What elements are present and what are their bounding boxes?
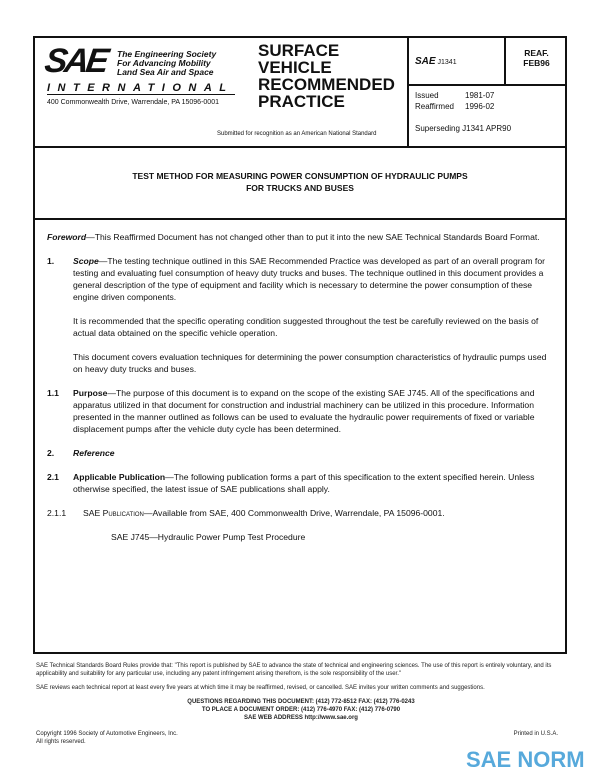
sae-small-logo: SAE (415, 56, 436, 67)
section-1-1 (47, 387, 557, 435)
document-type (258, 42, 395, 110)
policy-note: SAE Technical Standards Board Rules provide that: "This report is published by SAE to advance the state of technical and engineering sciences. The use of this report is entirely voluntary, and its applicability and suitability for any particular use, including any patent infringement arising therefrom, is the sole responsibility of the user." (36, 663, 552, 677)
foreword (47, 231, 557, 243)
section-label: Purpose (73, 388, 108, 398)
watermark-text: SAE NORM (466, 747, 585, 772)
section-text: —Available from SAE, 400 Commonwealth Drive, Warrendale, PA 15096-0001. (143, 508, 445, 518)
title-line: FOR TRUCKS AND BUSES (246, 183, 354, 193)
reaffirmed-label: Reaffirmed (415, 102, 454, 111)
superseding: Superseding J1341 APR90 (415, 124, 512, 133)
dates (415, 90, 494, 112)
title-line: VEHICLE (258, 58, 332, 77)
reaf-box (504, 38, 567, 84)
doc-number (415, 56, 457, 67)
reaf-date: FEB96 (523, 58, 550, 68)
section-label: SAE Publication (83, 508, 144, 518)
title-line: PRACTICE (258, 92, 345, 111)
title-line: SURFACE (258, 41, 340, 60)
section-text: —The testing technique outlined in this SAE Recommended Practice was developed as part of an overall program for testing and evaluating fuel consumption of heavy duty trucks and buses. The technique outlined in this document provides a general description of the type of equipment and facility which is necessary to determine the power consumption of these engine driven components. (73, 256, 545, 302)
document-frame (33, 36, 567, 654)
foreword-text: —This Reaffirmed Document has not changed other than to put it into the new SAE Technical Standards Board Format. (86, 232, 540, 242)
tagline-line: The Engineering Society (117, 49, 217, 59)
sae-logo (42, 42, 234, 106)
doc-info-box (407, 38, 567, 146)
section-number: 1.1 (47, 388, 59, 398)
section-label: Applicable Publication (73, 472, 166, 482)
section-1 (47, 255, 557, 303)
reference-item: SAE J745—Hydraulic Power Pump Test Procedure (111, 532, 306, 542)
printed-note: Printed in U.S.A. (513, 731, 558, 737)
footer (36, 662, 566, 746)
reaf-label: REAF. (524, 48, 549, 58)
header (35, 38, 565, 148)
rights: All rights reserved. (36, 739, 86, 745)
web-address[interactable]: SAE WEB ADDRESS http://www.sae.org (244, 715, 358, 721)
section-label: Reference (73, 448, 115, 458)
section-2-1 (47, 471, 557, 495)
tagline-line: For Advancing Mobility (117, 58, 211, 68)
issued-date: 1981-07 (465, 91, 495, 100)
address: 400 Commonwealth Drive, Warrendale, PA 15096-0001 (47, 99, 219, 106)
section-2-1-1 (47, 507, 557, 519)
section-label: Scope (73, 256, 99, 266)
section-number: 1. (47, 256, 55, 266)
title-line: TEST METHOD FOR MEASURING POWER CONSUMPTION OF HYDRAULIC PUMPS (132, 171, 468, 181)
section-2 (47, 447, 557, 459)
society-tagline (117, 50, 247, 77)
tagline-line: Land Sea Air and Space (117, 67, 214, 77)
copyright: Copyright 1996 Society of Automotive Engineers, Inc. (36, 731, 178, 737)
document-title (35, 146, 565, 220)
watermark-logo (466, 748, 585, 772)
document-body (47, 231, 557, 555)
sae-logo-text: SAE (42, 42, 109, 80)
section-text: —The purpose of this document is to expand on the scope of the existing SAE J745. All of the specifications and apparatus utilized in that document for construction and industrial machinery can be utilized in this procedure. Information presented in the manner outlined as follows can be used to evaluate the hydraulic power requirements of fixed or variable displacement pumps after the vehicle duty cycle has been determined. (73, 388, 535, 434)
section-number: 2.1 (47, 472, 59, 482)
reaffirmed-date: 1996-02 (465, 102, 495, 111)
paragraph: It is recommended that the specific operating condition suggested throughout the test be carefully reviewed on the basis of actual data obtained on the specific vehicle operation. (73, 316, 539, 338)
paragraph: This document covers evaluation techniques for determining the power consumption characteristics of hydraulic pumps used on heavy duty trucks and buses. (73, 352, 547, 374)
foreword-label: Foreword (47, 232, 87, 242)
questions-contact: QUESTIONS REGARDING THIS DOCUMENT: (412) 772-8512 FAX: (412) 776-0243 (187, 699, 415, 705)
submitted-note: Submitted for recognition as an American National Standard (217, 131, 377, 137)
issued-label: Issued (415, 91, 439, 100)
section-number: 2. (47, 448, 55, 458)
international-label: INTERNATIONAL (47, 82, 234, 94)
section-number: 2.1.1 (47, 508, 67, 518)
doc-number-text: J1341 (437, 59, 457, 66)
review-note: SAE reviews each technical report at least every five years at which time it may be reaffirmed, revised, or cancelled. SAE invites your written comments and suggestions. (36, 685, 485, 691)
order-contact: TO PLACE A DOCUMENT ORDER: (412) 776-4970 FAX: (412) 776-0790 (201, 707, 401, 713)
title-line: RECOMMENDED (258, 75, 395, 94)
section-text: —The following publication forms a part of this specification to the extent specified herein. Unless otherwise specified, the latest issue of SAE publications shall apply. (73, 472, 535, 494)
